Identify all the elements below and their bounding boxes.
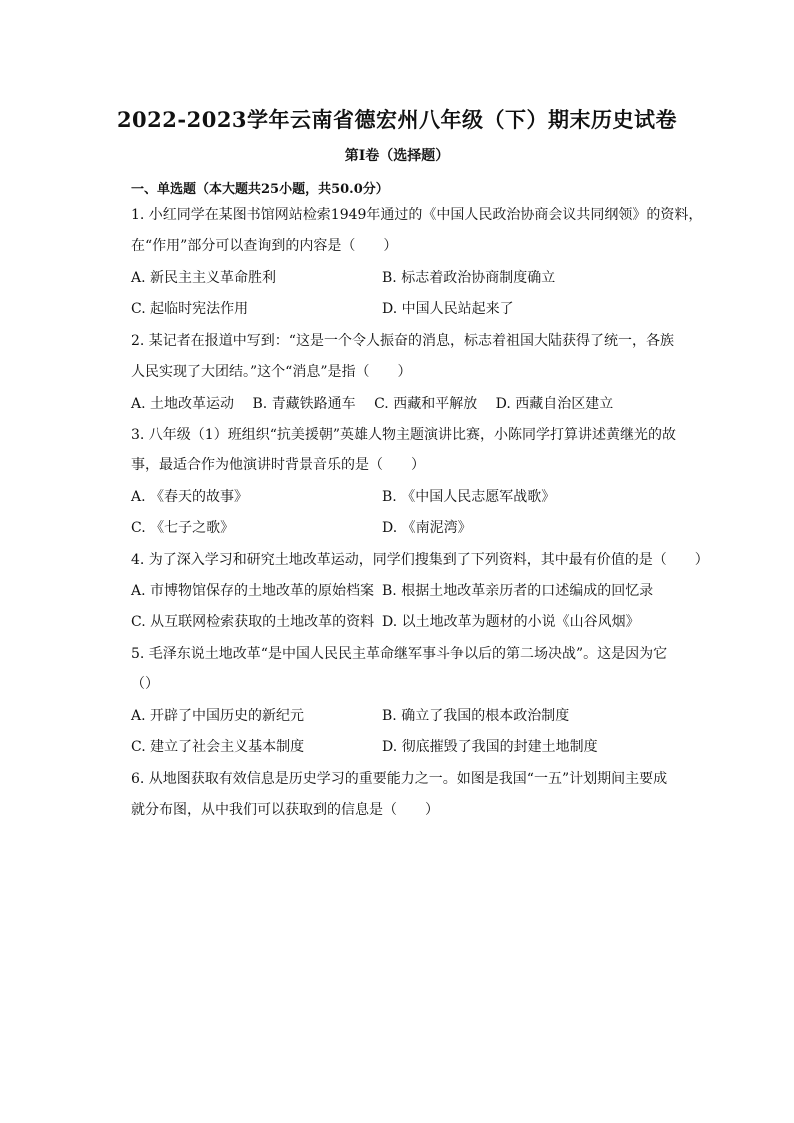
question-3-option-b: B. 《中国人民志愿军战歌》 [382,489,556,505]
question-3-option-c: C. 《七子之歌》 [131,520,235,536]
question-2-line-2: 人民实现了大团结。”这个“消息”是指（ ） [131,364,412,380]
section-heading: 一、单选题（本大题共25小题，共50.0分） [131,182,389,197]
question-4-option-d: D. 以土地改革为题材的小说《山谷风烟》 [382,614,640,630]
question-3-line-2: 事，最适合作为他演讲时背景音乐的是（ ） [131,457,425,473]
question-5-option-c: C. 建立了社会主义基本制度 [131,739,305,755]
question-5-option-b: B. 确立了我国的根本政治制度 [382,708,570,724]
question-1-option-b: B. 标志着政治协商制度确立 [382,270,556,286]
question-5-option-a: A. 开辟了中国历史的新纪元 [131,708,305,724]
question-4-option-c: C. 从互联网检索获取的土地改革的资料 [131,614,375,630]
question-1-line-1: 1. 小红同学在某图书馆网站检索1949年通过的《中国人民政治协商会议共同纲领》的资料， [131,207,703,223]
question-2-line-1: 2. 某记者在报道中写到：“这是一个令人振奋的消息，标志着祖国大陆获得了统一，各族 [131,333,674,349]
exam-subtitle: 第I卷（选择题） [344,148,450,164]
question-6-line-2: 就分布图，从中我们可以获取到的信息是（ ） [131,802,439,818]
question-4-option-a: A. 市博物馆保存的土地改革的原始档案 [131,583,375,599]
question-5-line-2: （） [131,676,159,692]
question-1-option-d: D. 中国人民站起来了 [382,301,514,317]
question-3-option-d: D. 《南泥湾》 [382,520,472,536]
question-6-line-1: 6. 从地图获取有效信息是历史学习的重要能力之一。如图是我国“一五”计划期间主要成 [131,771,668,787]
exam-title: 2022-2023学年云南省德宏州八年级（下）期末历史试卷 [116,107,678,132]
question-1-line-2: 在“作用”部分可以查询到的内容是（ ） [131,238,398,254]
question-3-line-1: 3. 八年级（1）班组织“抗美援朝”英雄人物主题演讲比赛，小陈同学打算讲述黄继光的故 [131,427,677,443]
question-4-line-1: 4. 为了深入学习和研究土地改革运动，同学们搜集到了下列资料，其中最有价值的是（ ） [131,552,709,568]
question-3-option-a: A. 《春天的故事》 [131,489,249,505]
question-2-options: A. 土地改革运动 B. 青藏铁路通车 C. 西藏和平解放 D. 西藏自治区建立 [131,396,614,412]
question-5-line-1: 5. 毛泽东说土地改革“是中国人民民主革命继军事斗争以后的第二场决战”。这是因为它 [131,646,668,662]
question-1-option-a: A. 新民主主义革命胜利 [131,270,277,286]
question-1-option-c: C. 起临时宪法作用 [131,301,249,317]
question-5-option-d: D. 彻底摧毁了我国的封建土地制度 [382,739,598,755]
question-4-option-b: B. 根据土地改革亲历者的口述编成的回忆录 [382,583,654,599]
